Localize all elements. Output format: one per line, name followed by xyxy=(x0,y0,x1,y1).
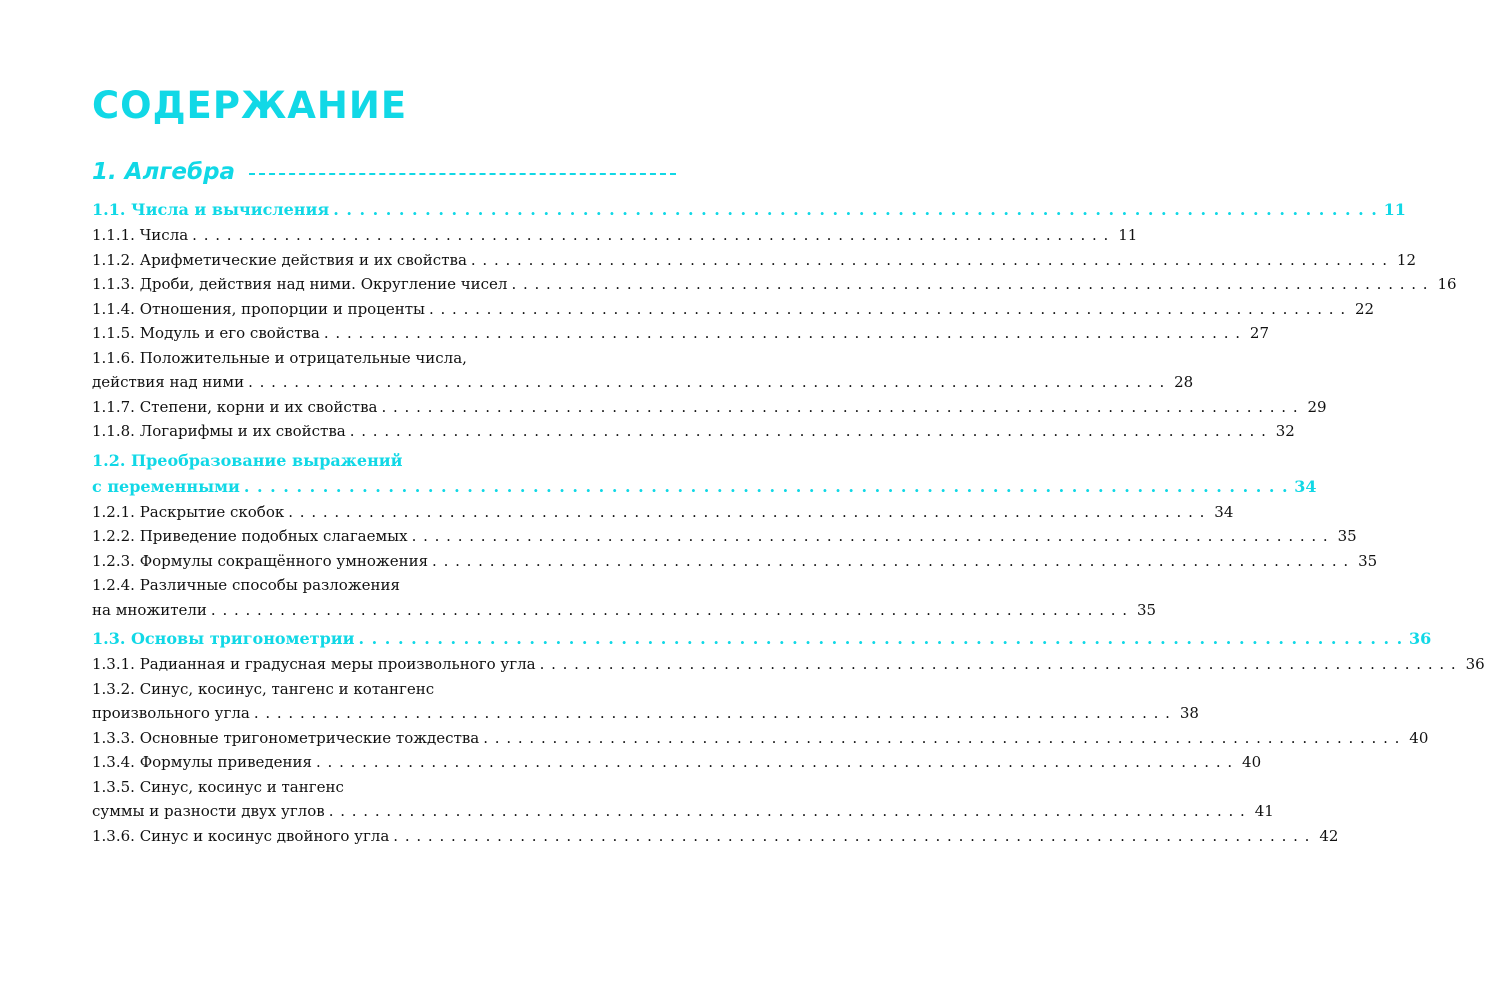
toc-item[interactable] xyxy=(92,248,1417,273)
dot-leader: . . . . . . . . . . . . . . . . . . . . . . . . . . . . . . . . . . . . . . . . . . . . . . . . . . . . . . . . . . . . . . . . . . . . . . . . . . . . . . . . xyxy=(470,250,1389,269)
toc-item[interactable] xyxy=(92,346,1194,395)
toc-item[interactable] xyxy=(92,297,1375,322)
toc-item[interactable] xyxy=(92,419,1295,444)
page-number: 28 xyxy=(1174,373,1194,391)
toc-entry-title: 1.1.3. Дроби, действия над ними. Округление чисел xyxy=(92,275,508,293)
dot-leader: . . . . . . . . . . . . . . . . . . . . . . . . . . . . . . . . . . . . . . . . . . . . . . . . . . . . . . . . . . . . . . . . . . . . . . . . . . . . . . . . xyxy=(328,802,1246,820)
dot-leader: . . . . . . . . . . . . . . . . . . . . . . . . . . . . . . . . . . . . . . . . . . . . . . . . . . . . . . . . . . . . . . . . . . . . . . . . . . . . . . . . xyxy=(192,226,1110,244)
toc-item[interactable] xyxy=(92,549,1378,574)
toc-entry-title: 1.1.7. Степени, корни и их свойства xyxy=(92,397,378,416)
toc-entry-title: 1.2.3. Формулы сокращённого умножения xyxy=(92,551,429,570)
toc-entry-title: 1.1.5. Модуль и его свойства xyxy=(92,324,320,342)
page-number: 42 xyxy=(1319,826,1339,845)
toc-entry-title: 1.3.2. Синус, косинус, тангенс и котангенс xyxy=(92,679,435,698)
toc-entry-title: 1.2.1. Раскрытие скобок xyxy=(92,502,285,521)
toc-entry-title: 1.3.6. Синус и косинус двойного угла xyxy=(92,826,390,845)
page-number: 34 xyxy=(1214,502,1234,521)
dot-leader: . . . . . . . . . . . . . . . . . . . . . . . . . . . . . . . . . . . . . . . . . . . . . . . . . . . . . . . . . . . . . . . . . . . . . . . . . . . . . . . . xyxy=(411,527,1329,545)
chapter-rule xyxy=(249,173,676,175)
page-number: 34 xyxy=(1294,476,1317,496)
chapter-heading[interactable] xyxy=(92,157,676,187)
page-number: 29 xyxy=(1307,397,1327,416)
page-number: 40 xyxy=(1409,728,1429,747)
page-number: 11 xyxy=(1383,200,1406,219)
toc-item[interactable] xyxy=(92,524,1357,549)
toc-item[interactable] xyxy=(92,500,1234,525)
toc-entry-title: действия над ними xyxy=(92,373,245,391)
toc-entry-title: на множители xyxy=(92,600,207,619)
dot-leader: . . . . . . . . . . . . . . . . . . . . . . . . . . . . . . . . . . . . . . . . . . . . . . . . . . . . . . . . . . . . . . . . . . . . . . . . . . . . . . . . xyxy=(323,324,1242,342)
table-of-contents xyxy=(92,197,1485,848)
page-number: 27 xyxy=(1249,324,1270,342)
page-number: 38 xyxy=(1179,704,1199,722)
toc-item[interactable] xyxy=(92,775,1274,824)
page-number: 36 xyxy=(1465,655,1485,673)
toc-entry-title: 1.1.8. Логарифмы и их свойства xyxy=(92,422,346,440)
toc-item[interactable] xyxy=(92,677,1199,726)
dot-leader: . . . . . . . . . . . . . . . . . . . . . . . . . . . . . . . . . . . . . . . . . . . . . . . . . . . . . . . . . . . . . . . . . . . . . . . . . . . . . . . . xyxy=(210,600,1129,619)
dot-leader: . . . . . . . . . . . . . . . . . . . . . . . . . . . . . . . . . . . . . . . . . . . . . . . . . . . . . . . . . . . . . . . . . . . . . . . . . . . . . . . . xyxy=(432,551,1350,570)
dot-leader: . . . . . . . . . . . . . . . . . . . . . . . . . . . . . . . . . . . . . . . . . . . . . . . . . . . . . . . . . . . . . . . . . . . . . . . . . . . . . . . . xyxy=(381,397,1299,416)
toc-item[interactable] xyxy=(92,395,1327,420)
toc-item[interactable] xyxy=(92,272,1457,297)
page-title: СОДЕРЖАНИЕ xyxy=(92,84,408,127)
toc-entry-title: с переменными xyxy=(92,476,240,496)
toc-entry-title: 1.3. Основы тригонометрии xyxy=(92,629,355,648)
page-number: 35 xyxy=(1136,600,1157,619)
toc-item[interactable] xyxy=(92,321,1270,346)
toc-item[interactable] xyxy=(92,824,1339,849)
toc-section[interactable] xyxy=(92,626,1432,652)
dot-leader: . . . . . . . . . . . . . . . . . . . . . . . . . . . . . . . . . . . . . . . . . . . . . . . . . . . . . . . . . . . . . . . . . . . . . . . . . . . . . . . . xyxy=(393,826,1311,845)
dot-leader: . . . . . . . . . . . . . . . . . . . . . . . . . . . . . . . . . . . . . . . . . . . . . . . . . . . . . . . . . . . . . . . . . . . . . . . . . . . . . . . . xyxy=(253,704,1171,722)
page-number: 22 xyxy=(1355,299,1375,318)
toc-item[interactable] xyxy=(92,750,1262,775)
page-number: 36 xyxy=(1408,629,1432,648)
toc-item[interactable] xyxy=(92,573,1157,622)
page-number: 40 xyxy=(1242,753,1262,771)
toc-entry-title: 1.3.4. Формулы приведения xyxy=(92,753,313,771)
toc-entry-title: 1.1.2. Арифметические действия и их свойства xyxy=(92,250,467,269)
toc-entry-title: 1.1.4. Отношения, пропорции и проценты xyxy=(92,299,425,318)
dot-leader: . . . . . . . . . . . . . . . . . . . . . . . . . . . . . . . . . . . . . . . . . . . . . . . . . . . . . . . . . . . . . . . . . . . . . . . . . . . . . . . . xyxy=(539,655,1457,673)
page-number: 41 xyxy=(1254,802,1274,820)
toc-section[interactable] xyxy=(92,197,1406,223)
dot-leader: . . . . . . . . . . . . . . . . . . . . . . . . . . . . . . . . . . . . . . . . . . . . . . . . . . . . . . . . . . . . . . . . . . . . . . . . . . . . . . . . xyxy=(248,373,1166,391)
dot-leader: . . . . . . . . . . . . . . . . . . . . . . . . . . . . . . . . . . . . . . . . . . . . . . . . . . . . . . . . . . . . . . . . . . . . . . . . . . . . . . . . xyxy=(349,422,1267,440)
page-number: 11 xyxy=(1118,226,1138,244)
dot-leader: . . . . . . . . . . . . . . . . . . . . . . . . . . . . . . . . . . . . . . . . . . . . . . . . . . . . . . . . . . . . . . . . . . . . . . . . . . . . . . . . xyxy=(243,476,1289,496)
toc-entry-title: 1.1. Числа и вычисления xyxy=(92,200,330,219)
page-number: 35 xyxy=(1337,527,1357,545)
page-number: 16 xyxy=(1437,275,1457,293)
toc-entry-title: суммы и разности двух углов xyxy=(92,802,325,820)
dot-leader: . . . . . . . . . . . . . . . . . . . . . . . . . . . . . . . . . . . . . . . . . . . . . . . . . . . . . . . . . . . . . . . . . . . . . . . . . . . . . . . . xyxy=(333,200,1378,219)
dot-leader: . . . . . . . . . . . . . . . . . . . . . . . . . . . . . . . . . . . . . . . . . . . . . . . . . . . . . . . . . . . . . . . . . . . . . . . . . . . . . . . . xyxy=(288,502,1206,521)
dot-leader: . . . . . . . . . . . . . . . . . . . . . . . . . . . . . . . . . . . . . . . . . . . . . . . . . . . . . . . . . . . . . . . . . . . . . . . . . . . . . . . . xyxy=(483,728,1401,747)
page-number: 32 xyxy=(1275,422,1295,440)
chapter-label: 1. Алгебра xyxy=(92,159,236,185)
dot-leader: . . . . . . . . . . . . . . . . . . . . . . . . . . . . . . . . . . . . . . . . . . . . . . . . . . . . . . . . . . . . . . . . . . . . . . . . . . . . . . . . xyxy=(428,299,1347,318)
toc-entry-title: 1.3.5. Синус, косинус и тангенс xyxy=(92,777,344,796)
toc-item[interactable] xyxy=(92,223,1138,248)
toc-item[interactable] xyxy=(92,726,1429,751)
dot-leader: . . . . . . . . . . . . . . . . . . . . . . . . . . . . . . . . . . . . . . . . . . . . . . . . . . . . . . . . . . . . . . . . . . . . . . . . . . . . . . . . xyxy=(511,275,1429,293)
dot-leader: . . . . . . . . . . . . . . . . . . . . . . . . . . . . . . . . . . . . . . . . . . . . . . . . . . . . . . . . . . . . . . . . . . . . . . . . . . . . . . . . xyxy=(358,629,1404,648)
toc-entry-title: 1.3.1. Радианная и градусная меры произвольного угла xyxy=(92,655,536,673)
page-number: 35 xyxy=(1358,551,1378,570)
toc-entry-title: 1.1.1. Числа xyxy=(92,226,189,244)
dot-leader: . . . . . . . . . . . . . . . . . . . . . . . . . . . . . . . . . . . . . . . . . . . . . . . . . . . . . . . . . . . . . . . . . . . . . . . . . . . . . . . . xyxy=(316,753,1234,771)
toc-entry-title: 1.2. Преобразование выражений xyxy=(92,450,403,470)
toc-item[interactable] xyxy=(92,652,1485,677)
toc-entry-title: 1.3.3. Основные тригонометрические тождества xyxy=(92,728,480,747)
page-number: 12 xyxy=(1396,250,1417,269)
toc-entry-title: 1.2.2. Приведение подобных слагаемых xyxy=(92,527,408,545)
toc-entry-title: 1.1.6. Положительные и отрицательные числа, xyxy=(92,348,467,367)
toc-section[interactable] xyxy=(92,448,1317,500)
toc-entry-title: произвольного угла xyxy=(92,704,250,722)
toc-entry-title: 1.2.4. Различные способы разложения xyxy=(92,576,400,594)
